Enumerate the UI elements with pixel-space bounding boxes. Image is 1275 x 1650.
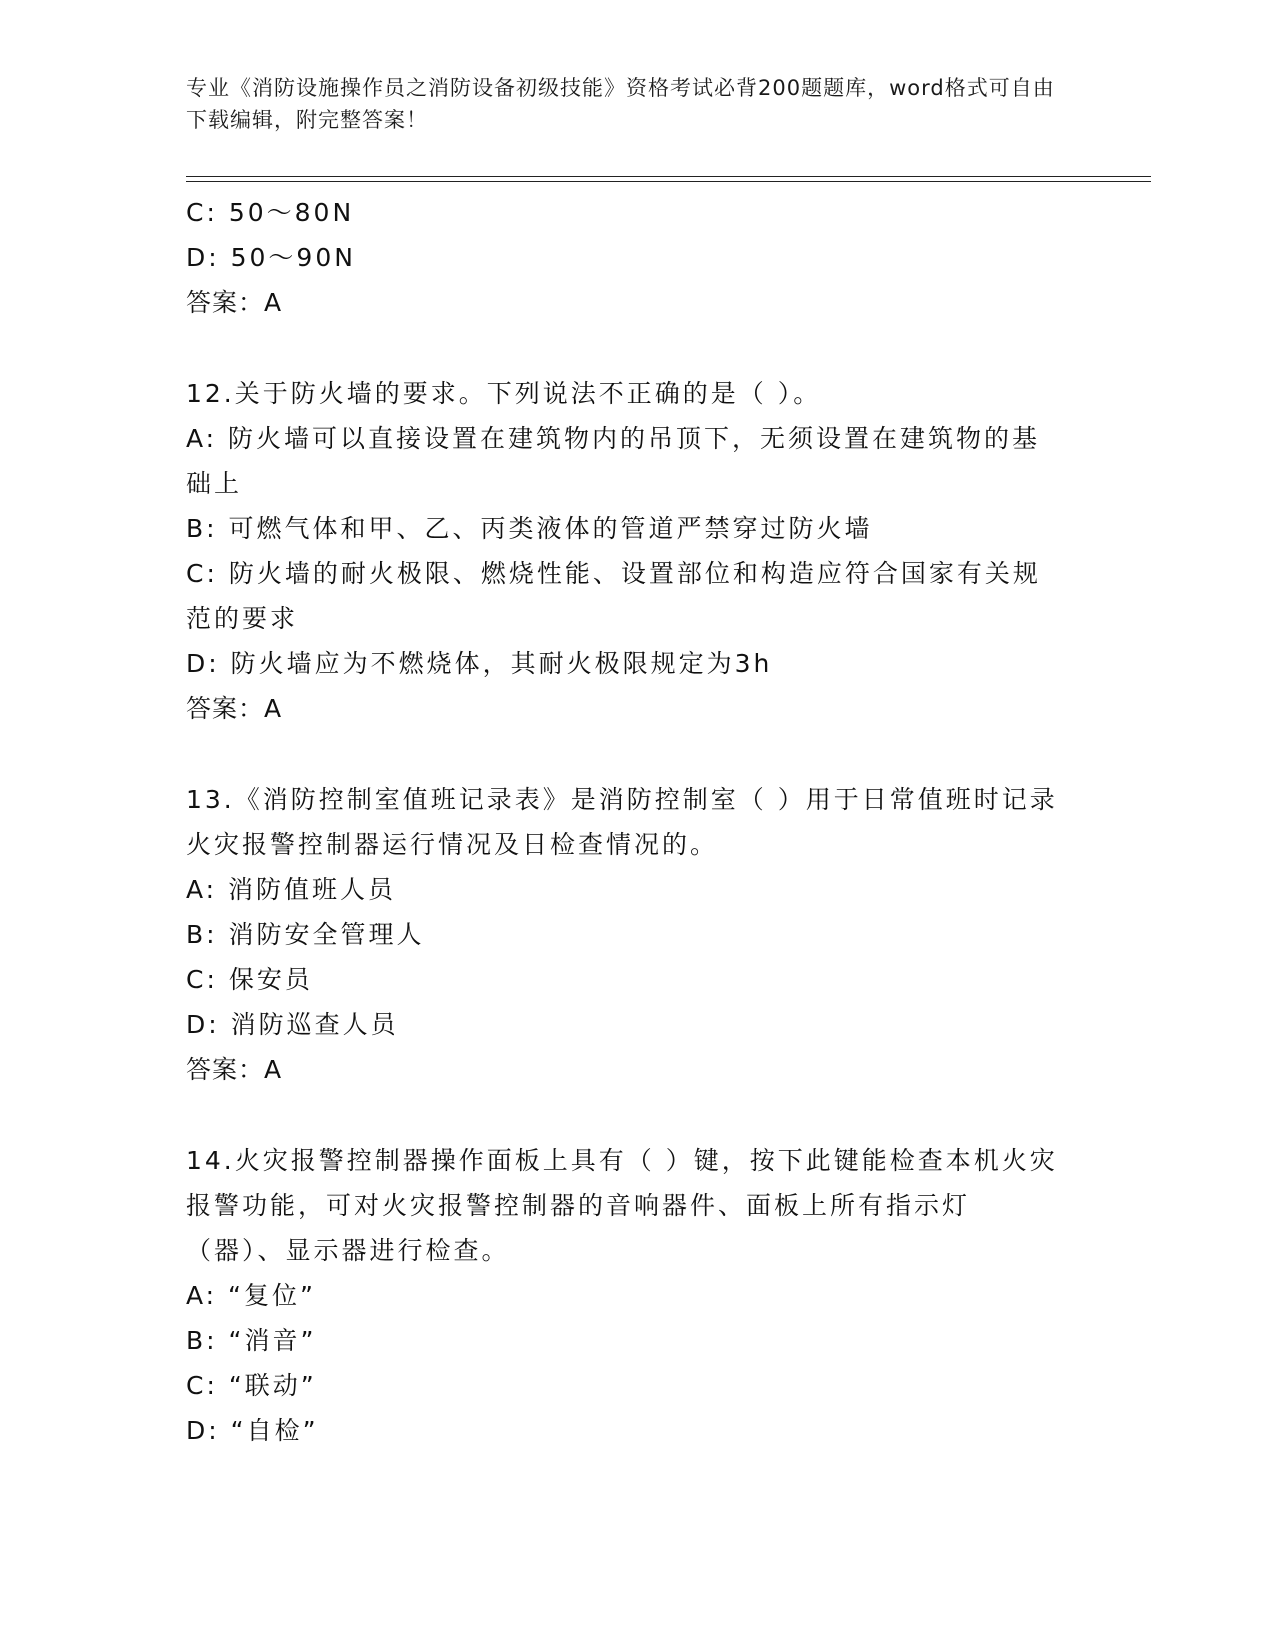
q12-answer: 答案：A	[186, 694, 283, 723]
q12-stem: 12.关于防火墙的要求。下列说法不正确的是（ ）。	[186, 379, 822, 408]
q13-stem: 13.《消防控制室值班记录表》是消防控制室（ ）用于日常值班时记录火灾报警控制器运行情况及日检查情况的。	[186, 785, 1058, 859]
q13-answer: 答案：A	[186, 1055, 283, 1084]
prev-option-c: C: 50～80N	[186, 198, 355, 227]
q12-option-a: A: 防火墙可以直接设置在建筑物内的吊顶下，无须设置在建筑物的基础上	[186, 424, 1041, 498]
document-header	[186, 72, 1066, 136]
q14-option-a: A: “复位”	[186, 1281, 316, 1310]
q14-option-b: B: “消音”	[186, 1326, 317, 1355]
q12-option-b: B: 可燃气体和甲、乙、丙类液体的管道严禁穿过防火墙	[186, 514, 873, 543]
q12-option-d: D: 防火墙应为不燃烧体，其耐火极限规定为3h	[186, 649, 773, 678]
prev-answer: 答案：A	[186, 288, 283, 317]
q13-option-c: C: 保安员	[186, 965, 313, 994]
header-divider-bottom	[186, 181, 1151, 182]
q14-option-c: C: “联动”	[186, 1371, 317, 1400]
question-13	[186, 777, 1066, 1092]
q12-option-c: C: 防火墙的耐火极限、燃烧性能、设置部位和构造应符合国家有关规范的要求	[186, 559, 1041, 633]
question-12	[186, 371, 1066, 731]
question-content	[186, 190, 1066, 1453]
spacer	[186, 731, 1066, 777]
spacer	[186, 325, 1066, 371]
previous-question-tail	[186, 190, 1066, 325]
q13-option-a: A: 消防值班人员	[186, 875, 397, 904]
q14-stem: 14.火灾报警控制器操作面板上具有（ ）键，按下此键能检查本机火灾报警功能，可对火灾报警控制器的音响器件、面板上所有指示灯（器）、显示器进行检查。	[186, 1146, 1058, 1265]
prev-option-d: D: 50～90N	[186, 243, 356, 272]
spacer	[186, 1092, 1066, 1138]
header-divider-top	[186, 176, 1151, 177]
question-14	[186, 1138, 1066, 1453]
q13-option-d: D: 消防巡查人员	[186, 1010, 399, 1039]
q14-option-d: D: “自检”	[186, 1416, 319, 1445]
header-title: 专业《消防设施操作员之消防设备初级技能》资格考试必背200题题库，word格式可自由下载编辑，附完整答案！	[186, 76, 1055, 132]
q13-option-b: B: 消防安全管理人	[186, 920, 425, 949]
